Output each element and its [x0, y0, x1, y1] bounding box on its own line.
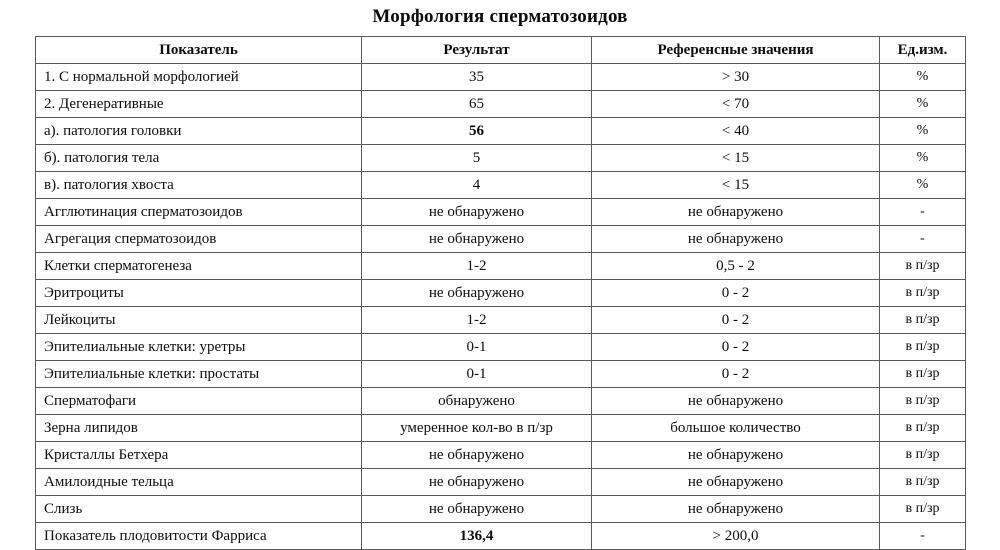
cell-indicator: Слизь: [36, 496, 362, 523]
table-header-row: [36, 37, 966, 64]
cell-units: %: [880, 118, 966, 145]
cell-result: 1-2: [362, 307, 592, 334]
column-header-indicator: Показатель: [36, 37, 362, 64]
cell-reference: < 15: [592, 145, 880, 172]
cell-reference: < 70: [592, 91, 880, 118]
cell-reference: 0 - 2: [592, 334, 880, 361]
cell-indicator: 1. С нормальной морфологией: [36, 64, 362, 91]
cell-reference: не обнаружено: [592, 388, 880, 415]
cell-reference: > 200,0: [592, 523, 880, 550]
cell-units: в п/зр: [880, 307, 966, 334]
cell-result: 136,4: [362, 523, 592, 550]
cell-result: 0-1: [362, 334, 592, 361]
column-header-result: Результат: [362, 37, 592, 64]
cell-reference: не обнаружено: [592, 226, 880, 253]
cell-reference: 0,5 - 2: [592, 253, 880, 280]
cell-indicator: Эритроциты: [36, 280, 362, 307]
table-row: [36, 253, 966, 280]
cell-indicator: а). патология головки: [36, 118, 362, 145]
table-row: [36, 199, 966, 226]
cell-result: не обнаружено: [362, 226, 592, 253]
cell-result: не обнаружено: [362, 442, 592, 469]
cell-result: 56: [362, 118, 592, 145]
cell-indicator: Зерна липидов: [36, 415, 362, 442]
cell-indicator: б). патология тела: [36, 145, 362, 172]
cell-units: в п/зр: [880, 442, 966, 469]
table-row: [36, 415, 966, 442]
table-row: [36, 523, 966, 550]
table-row: [36, 145, 966, 172]
cell-indicator: Кристаллы Бетхера: [36, 442, 362, 469]
table-row: [36, 280, 966, 307]
cell-result: 4: [362, 172, 592, 199]
cell-reference: не обнаружено: [592, 442, 880, 469]
cell-indicator: Агглютинация сперматозоидов: [36, 199, 362, 226]
cell-indicator: Агрегация сперматозоидов: [36, 226, 362, 253]
cell-units: в п/зр: [880, 388, 966, 415]
table-row: [36, 334, 966, 361]
cell-result: не обнаружено: [362, 280, 592, 307]
cell-reference: не обнаружено: [592, 199, 880, 226]
cell-result: 65: [362, 91, 592, 118]
table-row: [36, 388, 966, 415]
cell-result: не обнаружено: [362, 496, 592, 523]
cell-result: 0-1: [362, 361, 592, 388]
cell-reference: большое количество: [592, 415, 880, 442]
table-row: [36, 307, 966, 334]
cell-reference: 0 - 2: [592, 307, 880, 334]
cell-result: 35: [362, 64, 592, 91]
cell-units: %: [880, 145, 966, 172]
cell-reference: < 40: [592, 118, 880, 145]
cell-units: %: [880, 64, 966, 91]
table-header: [36, 37, 966, 64]
table-row: [36, 64, 966, 91]
cell-result: обнаружено: [362, 388, 592, 415]
cell-result: не обнаружено: [362, 469, 592, 496]
spermogram-morphology-table: [35, 36, 966, 550]
cell-indicator: в). патология хвоста: [36, 172, 362, 199]
table-row: [36, 361, 966, 388]
table-row: [36, 469, 966, 496]
cell-reference: 0 - 2: [592, 361, 880, 388]
cell-reference: 0 - 2: [592, 280, 880, 307]
table-body: [36, 64, 966, 550]
cell-units: -: [880, 199, 966, 226]
cell-units: в п/зр: [880, 334, 966, 361]
cell-units: в п/зр: [880, 469, 966, 496]
cell-units: в п/зр: [880, 415, 966, 442]
cell-units: в п/зр: [880, 361, 966, 388]
cell-reference: не обнаружено: [592, 469, 880, 496]
cell-indicator: 2. Дегенеративные: [36, 91, 362, 118]
cell-result: 1-2: [362, 253, 592, 280]
cell-units: -: [880, 523, 966, 550]
cell-reference: не обнаружено: [592, 496, 880, 523]
page-title: Морфология сперматозоидов: [372, 6, 628, 27]
cell-units: -: [880, 226, 966, 253]
cell-units: %: [880, 172, 966, 199]
cell-units: в п/зр: [880, 253, 966, 280]
cell-result: 5: [362, 145, 592, 172]
cell-indicator: Эпителиальные клетки: простаты: [36, 361, 362, 388]
table-row: [36, 226, 966, 253]
cell-indicator: Показатель плодовитости Фарриса: [36, 523, 362, 550]
cell-result: не обнаружено: [362, 199, 592, 226]
column-header-units: Ед.изм.: [880, 37, 966, 64]
cell-reference: < 15: [592, 172, 880, 199]
table-row: [36, 442, 966, 469]
column-header-reference: Референсные значения: [592, 37, 880, 64]
cell-units: в п/зр: [880, 280, 966, 307]
table-row: [36, 91, 966, 118]
table-row: [36, 172, 966, 199]
cell-indicator: Лейкоциты: [36, 307, 362, 334]
cell-indicator: Амилоидные тельца: [36, 469, 362, 496]
cell-result: умеренное кол-во в п/зр: [362, 415, 592, 442]
cell-indicator: Клетки сперматогенеза: [36, 253, 362, 280]
table-row: [36, 496, 966, 523]
cell-reference: > 30: [592, 64, 880, 91]
cell-units: в п/зр: [880, 496, 966, 523]
cell-indicator: Сперматофаги: [36, 388, 362, 415]
cell-units: %: [880, 91, 966, 118]
cell-indicator: Эпителиальные клетки: уретры: [36, 334, 362, 361]
table-row: [36, 118, 966, 145]
results-table-container: [35, 36, 965, 550]
